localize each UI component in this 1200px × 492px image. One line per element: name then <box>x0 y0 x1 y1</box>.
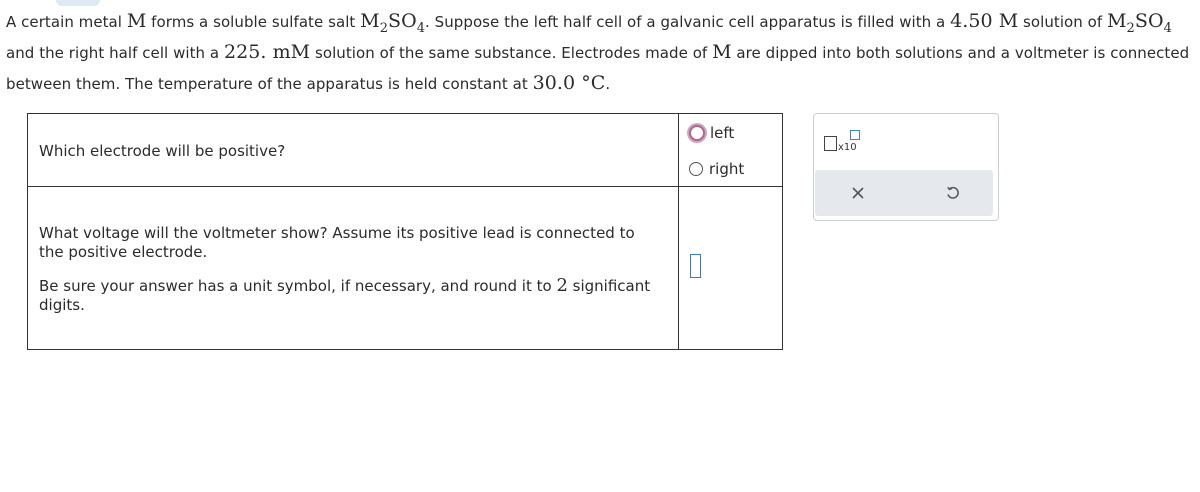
answer-toolbar <box>815 170 993 216</box>
mantissa-box-icon <box>824 136 837 151</box>
radio-button-right[interactable] <box>689 162 703 176</box>
problem-statement: A certain metal M forms a soluble sulfate salt $M_2SO_4$. Suppose the left half cell of a galvanic cell apparatus is filled with a 4.50 M solution of $M_2SO_4$ and the right half cell with a 225. mM solution of the same substance. Electrodes made of M are dipped into both solutions and a voltmeter is connected between them. The temperature of the apparatus is held constant at 30.0 °C. <box>6 10 1190 94</box>
x10-label: x10 <box>838 142 857 153</box>
exponent-box-icon <box>850 130 860 140</box>
radio-option-left[interactable] <box>689 124 734 142</box>
column-divider <box>678 114 679 349</box>
radio-option-right[interactable] <box>689 160 744 178</box>
question-voltage <box>39 224 659 329</box>
scientific-notation-button[interactable] <box>824 126 876 156</box>
close-icon <box>851 186 865 200</box>
answer-tools-panel <box>813 113 999 221</box>
question-row-positive-electrode <box>28 114 782 187</box>
radio-label-right: right <box>709 160 745 178</box>
question-positive-electrode: Which electrode will be positive? <box>39 142 286 160</box>
radio-label-left: left <box>710 124 735 142</box>
radio-button-left[interactable] <box>689 125 705 141</box>
undo-icon <box>945 185 961 201</box>
reset-button[interactable] <box>942 182 964 204</box>
question-voltage-text: What voltage will the voltmeter show? Assume its positive lead is connected to the positive electrode. <box>39 224 635 261</box>
sig-fig-instruction: Be sure your answer has a unit symbol, if necessary, and round it to 2 significant digits. <box>39 275 651 314</box>
voltage-answer-input[interactable] <box>690 254 701 278</box>
question-row-voltage <box>28 186 782 349</box>
clear-button[interactable] <box>847 182 869 204</box>
question-table <box>27 113 783 350</box>
